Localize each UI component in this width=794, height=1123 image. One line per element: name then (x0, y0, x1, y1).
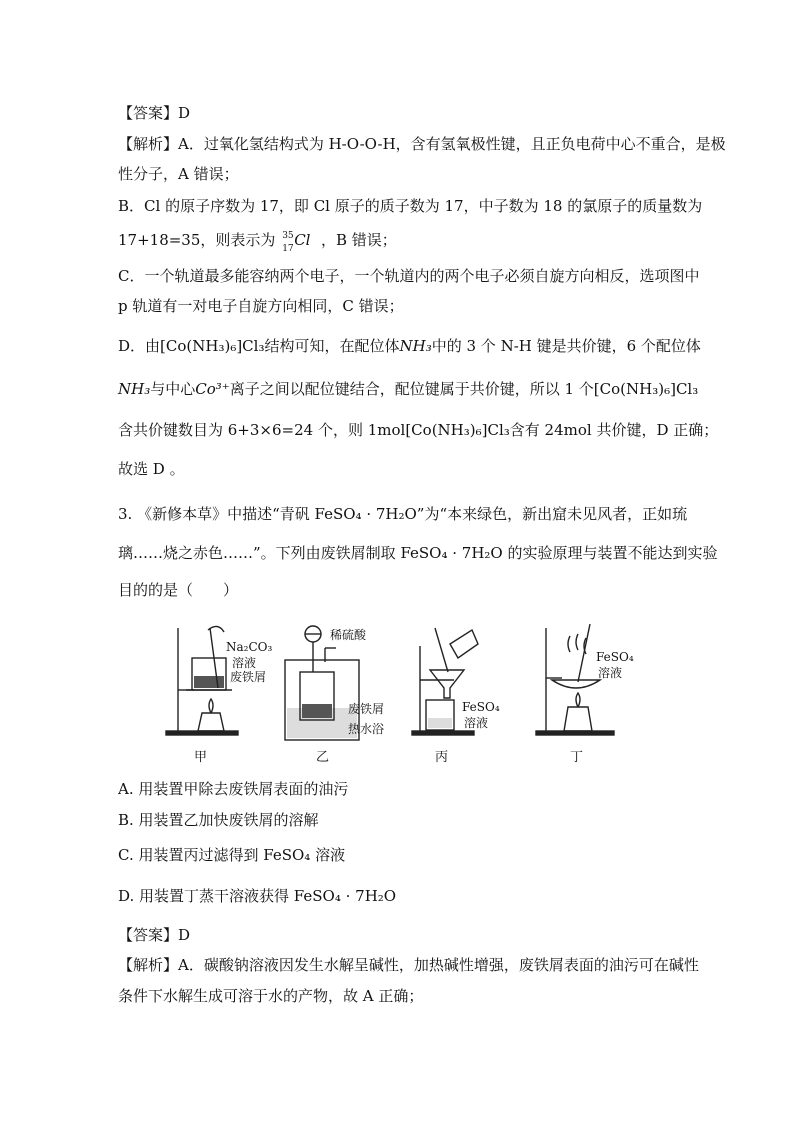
isotope-notation (280, 230, 316, 254)
complex-formula-2: [Co(NH₃)₆]Cl₃ (593, 380, 699, 398)
label-solution-bing: 溶液 (464, 716, 489, 730)
q2-analysis-c-line1: C．一个轨道最多能容纳两个电子，一个轨道内的两个电子必须自旋方向相反，选项图中 (118, 267, 700, 285)
q2-analysis-d-line2 (118, 379, 698, 399)
isotope-mass: 35 (282, 231, 294, 241)
option-a: A. 用装置甲除去废铁屑表面的油污 (118, 780, 349, 798)
d2-mid: 与中心 (150, 380, 196, 398)
label-scrap-yi: 废铁屑 (348, 702, 385, 716)
q2-analysis-b-line1: B．Cl 的原子序数为 17，即 Cl 原子的质子数为 17，中子数为 18 的氯原子的质量数为 (118, 197, 703, 215)
b-line2-pre: 17+18=35，则表示为 (118, 231, 276, 249)
apparatus-figure (150, 618, 640, 774)
caption-bing: 丙 (435, 750, 449, 765)
q2-analysis-a-line2: 性分子，A 错误； (118, 165, 239, 183)
complex-formula-3: [Co(NH₃)₆]Cl₃ (405, 421, 510, 439)
co-ion: Co³⁺ (195, 380, 230, 398)
d2-mid2: 离子之间以配位键结合，配位键属于共价键，所以 1 个 (229, 380, 594, 398)
d1-pre: D．由 (118, 337, 161, 355)
label-hot-bath: 热水浴 (348, 722, 385, 736)
q3-analysis-line2: 条件下水解生成可溶于水的产物，故 A 正确； (118, 987, 424, 1005)
label-feso4-bing: FeSO₄ (462, 700, 500, 714)
apparatus-drawing (150, 618, 640, 770)
option-d: D. 用装置丁蒸干溶液获得 FeSO₄ · 7H₂O (118, 887, 397, 905)
q2-analysis-a-line1: 【解析】A．过氧化氢结构式为 H-O-O-H，含有氢氧极性键，且正负电荷中心不重合，是极 (118, 135, 726, 153)
isotope-symbol: Cl (294, 231, 311, 249)
q2-analysis-c-line2: p 轨道有一对电子自旋方向相同，C 错误； (118, 297, 404, 315)
q2-analysis-d-line3 (118, 420, 718, 440)
label-solution-jia: 溶液 (232, 656, 257, 670)
caption-ding: 丁 (570, 750, 584, 765)
label-scrap-jia: 废铁屑 (230, 670, 267, 684)
isotope-z: 17 (282, 244, 294, 254)
q3-stem-line3: 目的的是（ ） (118, 581, 239, 599)
caption-yi: 乙 (316, 750, 330, 765)
d1-post: 中的 3 个 N-H 键是共价键，6 个配位体 (431, 337, 701, 355)
q2-analysis-b-line2 (118, 230, 397, 254)
q3-stem-line1: 3. 《新修本草》中描述“青矾 FeSO₄ · 7H₂O”为“本来绿色，新出窟未见风者，正如琉 (118, 505, 688, 523)
d1-mid: 结构可知，在配位体 (264, 337, 400, 355)
d3-pre: 含共价键数目为 6+3×6=24 个，则 1mol (118, 421, 406, 439)
label-solution-ding: 溶液 (598, 666, 623, 680)
caption-jia: 甲 (194, 750, 208, 765)
label-dilute-acid: 稀硫酸 (330, 628, 367, 642)
b-line2-post: ，B 错误； (320, 231, 397, 249)
nh3-formula-2: NH₃ (118, 380, 151, 398)
option-b: B. 用装置乙加快废铁屑的溶解 (118, 811, 319, 829)
q3-answer: 【答案】D (118, 926, 191, 944)
option-c: C. 用装置丙过滤得到 FeSO₄ 溶液 (118, 846, 346, 864)
d3-post: 含有 24mol 共价键，D 正确； (509, 421, 719, 439)
complex-formula: [Co(NH₃)₆]Cl₃ (160, 337, 265, 355)
q2-analysis-d-line1 (118, 336, 701, 356)
q3-stem-line2: 璃……烧之赤色……”。下列由废铁屑制取 FeSO₄ · 7H₂O 的实验原理与装置不能达到实验 (118, 544, 718, 562)
nh3-formula: NH₃ (399, 337, 432, 355)
q2-answer: 【答案】D (118, 104, 191, 122)
label-na2co3: Na₂CO₃ (226, 640, 273, 654)
q2-conclusion: 故选 D 。 (118, 460, 185, 478)
q3-analysis-line1: 【解析】A．碳酸钠溶液因发生水解呈碱性，加热碱性增强，废铁屑表面的油污可在碱性 (118, 956, 699, 974)
label-feso4-ding: FeSO₄ (596, 650, 634, 664)
